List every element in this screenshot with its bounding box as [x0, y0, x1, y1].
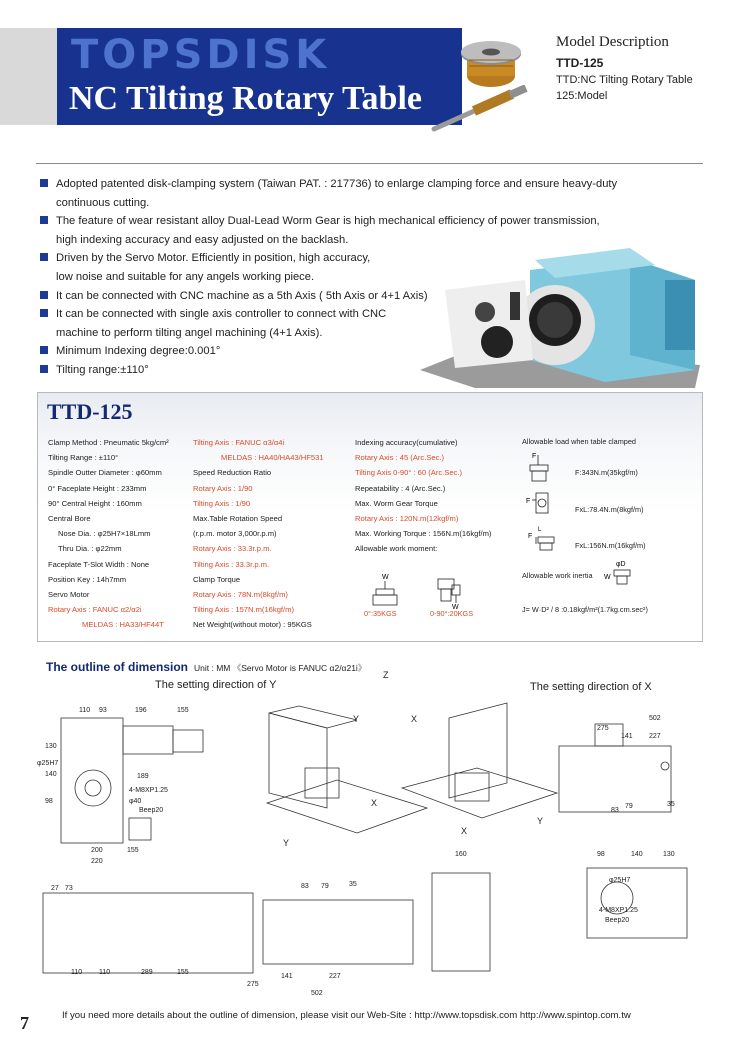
svg-text:F: F [526, 498, 531, 505]
dimension-drawings [37, 668, 703, 1002]
footer-text: If you need more details about the outline of dimension, please visit our Web-Site : http://www.topsdisk.com http://www.spintop.com.tw [62, 1010, 631, 1021]
direction-x-label: The setting direction of X [530, 681, 652, 693]
svg-text:X: X [461, 826, 468, 836]
dims-side-x [597, 715, 675, 814]
spec-nose-dia: Nose Dia. : φ25H7×18Lmm [58, 529, 151, 539]
spec-central-bore: Central Bore [48, 514, 91, 524]
feature-item: Driven by the Servo Motor. Efficiently in position, high accuracy, [40, 249, 680, 268]
spec-column-2 [193, 435, 324, 633]
outline-unit: Unit : MM 《Servo Motor is FANUC α2/α21i》 [194, 663, 367, 673]
spec-max-worm-torque: Max. Worm Gear Torque [355, 498, 438, 508]
spec-servo-motor: Servo Motor [48, 590, 90, 600]
svg-text:35: 35 [349, 881, 357, 888]
svg-text:93: 93 [99, 707, 107, 714]
svg-text:140: 140 [45, 771, 57, 778]
spec-torque-rotary: Rotary Axis : 78N.m(8kgf/m) [193, 590, 288, 600]
feature-item-cont: continuous cutting. [56, 196, 150, 209]
svg-text:Beep20: Beep20 [605, 917, 630, 924]
machine-product-image [415, 240, 705, 390]
spec-repeatability: Repeatability : 4 (Arc.Sec.) [355, 483, 446, 493]
svg-text:502: 502 [311, 990, 323, 997]
header-banner [57, 28, 462, 125]
svg-text:W: W [452, 604, 459, 611]
load-fxl-2: FxL:156N.m(16kgf/m) [575, 541, 646, 550]
model-code: TTD-125 [556, 56, 604, 70]
brand-logo: TOPSDISK [71, 32, 331, 78]
spec-speed-rotary: Rotary Axis : 33.3r.p.m. [193, 544, 272, 554]
svg-text:79: 79 [321, 883, 329, 890]
spec-reduction-tilting: Tilting Axis : 1/90 [193, 498, 251, 508]
svg-text:110: 110 [99, 969, 111, 976]
svg-text:4-M8XP1.25: 4-M8XP1.25 [129, 787, 168, 794]
drawing-front-y-outline [61, 718, 203, 843]
svg-text:Y: Y [537, 816, 544, 826]
svg-text:φ25H7: φ25H7 [37, 760, 59, 767]
svg-text:φD: φD [616, 561, 626, 568]
spec-net-weight: Net Weight(without motor) : 95KGS [193, 620, 312, 630]
svg-text:X: X [371, 798, 378, 808]
spec-tilting-range: Tilting Range : ±110° [48, 453, 119, 463]
svg-text:130: 130 [663, 851, 675, 858]
svg-text:275: 275 [597, 725, 609, 732]
svg-text:Z: Z [383, 670, 389, 680]
drawing-top [43, 868, 687, 973]
svg-text:83: 83 [611, 807, 619, 814]
svg-text:110: 110 [79, 707, 91, 714]
drawing-3d-y [267, 706, 427, 833]
page-number: 7 [20, 1013, 29, 1033]
model-line-2: 125:Model [556, 90, 608, 102]
feature-item: The feature of wear resistant alloy Dual-Lead Worm Gear is high mechanical efficiency of power transmission, [40, 212, 680, 231]
feature-item-cont: low noise and suitable for any angels working piece. [56, 270, 315, 283]
spec-position-key: Position Key : 14h7mm [48, 574, 127, 584]
inertia-title: Allowable work inertia [522, 571, 593, 580]
feature-item: It can be connected with single axis controller to connect with CNC [40, 305, 680, 324]
svg-text:189: 189 [137, 773, 149, 780]
axis-labels-y [283, 670, 417, 848]
svg-text:X: X [411, 714, 418, 724]
svg-text:227: 227 [649, 733, 661, 740]
svg-text:200: 200 [91, 847, 103, 854]
svg-text:79: 79 [625, 803, 633, 810]
svg-text:227: 227 [329, 973, 341, 980]
rotary-disk-image [455, 30, 527, 90]
worm-shaft-image [430, 85, 530, 135]
outline-title: The outline of dimension [46, 660, 188, 674]
spec-spindle-diameter: Spindle Outter Diameter : φ60mm [48, 468, 162, 478]
spec-faceplate-height: 0° Faceplate Height : 233mm [48, 483, 147, 493]
spec-accuracy-rotary: Rotary Axis : 45 (Arc.Sec.) [355, 453, 445, 463]
spec-tslot-width: Faceplate T-Slot Width : None [48, 559, 150, 569]
svg-text:275: 275 [247, 981, 259, 988]
spec-panel [37, 392, 703, 642]
drawing-front-y [37, 707, 189, 865]
spec-rotary-motor-meldas: MELDAS : HA33/HF44T [82, 620, 164, 630]
svg-text:289: 289 [141, 969, 153, 976]
svg-text:73: 73 [65, 885, 73, 892]
spec-thru-dia: Thru Dia. : φ22mm [58, 544, 122, 554]
svg-text:4-M8XP1.25: 4-M8XP1.25 [599, 907, 638, 914]
svg-text:130: 130 [45, 743, 57, 750]
svg-text:F: F [528, 533, 533, 540]
svg-text:98: 98 [45, 798, 53, 805]
spec-max-rotation-speed: Max.Table Rotation Speed [193, 514, 283, 524]
svg-text:Y: Y [283, 838, 290, 848]
svg-text:110: 110 [71, 969, 83, 976]
svg-text:L: L [538, 527, 542, 533]
svg-text:196: 196 [135, 707, 147, 714]
spec-column-3 [355, 435, 491, 557]
spec-title: TTD-125 [47, 399, 133, 424]
svg-text:155: 155 [177, 969, 189, 976]
axis-labels-x [461, 816, 543, 836]
feature-item: Minimum Indexing degree:0.001° [40, 342, 680, 361]
spec-accuracy-tilting: Tilting Axis 0-90° : 60 (Arc.Sec.) [355, 468, 462, 478]
svg-text:141: 141 [621, 733, 633, 740]
model-description [556, 34, 736, 102]
svg-text:83: 83 [301, 883, 309, 890]
svg-text:Y: Y [353, 714, 360, 724]
spec-speed-tilting: Tilting Axis : 33.3r.p.m. [193, 559, 270, 569]
spec-clamp-torque: Clamp Torque [193, 574, 241, 584]
header-side-tab [0, 28, 57, 125]
spec-worm-torque-rotary: Rotary Axis : 120N.m(12kgf/m) [355, 514, 459, 524]
svg-text:Beep20: Beep20 [139, 807, 164, 814]
spec-rotary-motor-fanuc: Rotary Axis : FANUC α2/α2i [48, 605, 142, 615]
svg-text:35: 35 [667, 801, 675, 808]
load-title: Allowable load when table clamped [522, 437, 636, 446]
svg-text:220: 220 [91, 858, 103, 865]
svg-text:155: 155 [127, 847, 139, 854]
svg-text:98: 98 [597, 851, 605, 858]
load-f: F:343N.m(35kgf/m) [575, 468, 638, 477]
svg-text:155: 155 [177, 707, 189, 714]
feature-item-cont: machine to perform tilting angel machining (4+1 Axis). [56, 326, 323, 339]
svg-text:F: F [532, 453, 537, 460]
svg-text:140: 140 [631, 851, 643, 858]
dims-bottom [51, 851, 675, 997]
svg-text:160: 160 [455, 851, 467, 858]
spec-tilting-motor-fanuc: Tilting Axis : FANUC α3/α4i [193, 438, 285, 447]
work-moment-right: 0-90°:20KGS [430, 609, 474, 618]
spec-column-1 [48, 435, 169, 633]
svg-text:W: W [382, 574, 389, 581]
svg-text:φ25H7: φ25H7 [609, 877, 631, 884]
spec-work-moment: Allowable work moment: [355, 544, 438, 554]
spec-tilting-motor-meldas: MELDAS : HA40/HA43/HF531 [221, 453, 324, 463]
page-title: NC Tilting Rotary Table [69, 80, 422, 117]
spec-clamp-method: Clamp Method : Pneumatic 5kg/cm² [48, 438, 169, 447]
spec-reduction-rotary: Rotary Axis : 1/90 [193, 483, 253, 493]
spec-max-working-torque: Max. Working Torque : 156N.m(16kgf/m) [355, 529, 492, 539]
feature-item: It can be connected with CNC machine as a 5th Axis ( 5th Axis or 4+1 Axis) [40, 287, 680, 306]
spec-reduction-ratio: Speed Reduction Ratio [193, 468, 272, 478]
model-line-1: TTD:NC Tilting Rotary Table [556, 74, 693, 86]
model-description-heading: Model Description [556, 34, 669, 50]
load-diagrams [526, 451, 566, 551]
svg-text:502: 502 [649, 715, 661, 722]
divider [36, 163, 703, 164]
inertia-diagram [604, 559, 634, 587]
feature-item: Adopted patented disk-clamping system (Taiwan PAT. : 217736) to enlarge clamping force and ensure heavy-duty [40, 175, 680, 194]
feature-item-cont: high indexing accuracy and easy adjusted on the backlash. [56, 233, 349, 246]
spec-central-height: 90° Central Height : 160mm [48, 498, 142, 508]
load-fxl-1: FxL:78.4N.m(8kgf/m) [575, 505, 644, 514]
svg-text:27: 27 [51, 885, 59, 892]
svg-text:W: W [604, 574, 611, 581]
feature-item: Tilting range:±110° [40, 361, 680, 380]
work-moment-left: 0°:35KGS [364, 609, 397, 618]
svg-text:φ40: φ40 [129, 798, 142, 805]
spec-torque-tilting: Tilting Axis : 157N.m(16kgf/m) [193, 605, 294, 615]
inertia-formula: J= W·D² / 8 :0.18kgf/m²(1.7kg.cm.sec²) [522, 605, 648, 614]
direction-y-label: The setting direction of Y [155, 679, 277, 691]
drawing-3d-x [402, 703, 557, 818]
spec-indexing-accuracy: Indexing accuracy(cumulative) [355, 438, 458, 447]
spec-motor-rpm: (r.p.m. motor 3,000r.p.m) [193, 529, 277, 539]
svg-text:141: 141 [281, 973, 293, 980]
